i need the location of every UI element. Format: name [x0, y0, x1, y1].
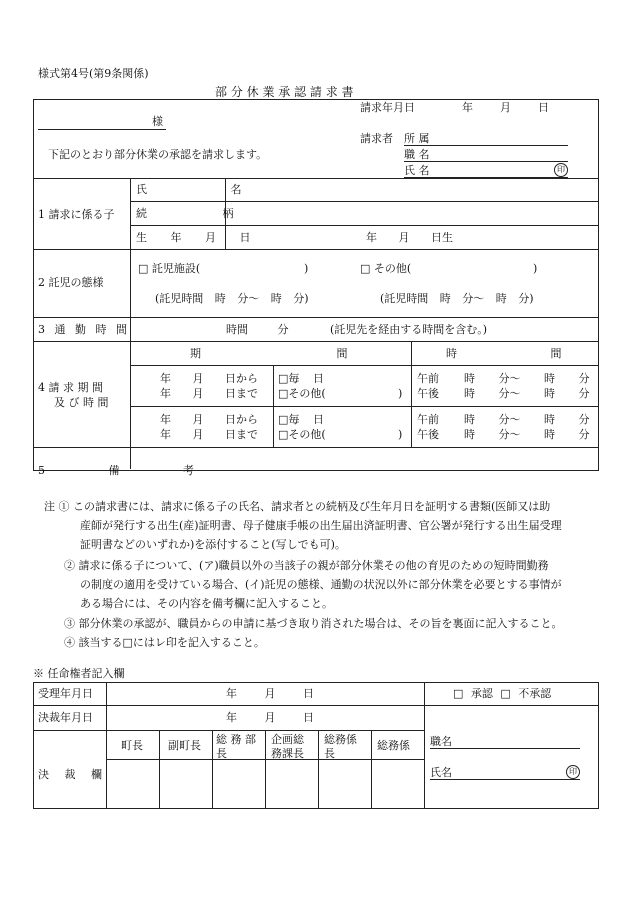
childcare-time-1: (託児時間 時 分〜 時 分) — [155, 292, 309, 305]
page-title: 部 分 休 業 承 認 請 求 書 — [215, 85, 354, 99]
period-a-to: 年 月 日まで — [160, 387, 258, 400]
note-2-line-2: の制度の適用を受けている場合、(イ)託児の態様、通勤の状況以外に部分休業を必要とする事情が — [80, 578, 562, 591]
decision-column-label: 決 裁 欄 — [38, 768, 102, 781]
period-b-other-option[interactable]: □その他( — [278, 428, 326, 441]
childcare-facility-option[interactable]: □ 託児施設( — [138, 262, 201, 275]
child-name-label: 氏 名 — [136, 183, 282, 196]
period-a-from: 年 月 日から — [160, 372, 258, 385]
period-b-paren-close: ) — [398, 428, 403, 441]
request-date-label: 請求年月日 — [360, 101, 415, 114]
note-1-line-2: 産師が発行する出生(産)証明書、母子健康手帳の出生届出済証明書、官公署が発行する出生届受理 — [80, 519, 562, 532]
appointer-table — [33, 682, 599, 809]
receipt-date-label: 受理年月日 — [38, 687, 93, 700]
date-day: 日 — [538, 101, 549, 114]
child-section-label: 1 請求に係る子 — [38, 208, 115, 221]
form-number: 様式第4号(第9条関係) — [38, 67, 149, 80]
requester-seal-icon: 印 — [554, 163, 568, 177]
child-relation-label: 続 柄 — [136, 207, 270, 220]
note-2-line-1: ② 請求に係る子について、(ア)職員以外の当該子の親が部分休業その他の育児のための短時間勤務 — [64, 559, 549, 572]
requester-name-label: 氏 名 — [404, 164, 430, 177]
period-b-am-time: 時 分〜 時 分 — [464, 413, 590, 426]
facility-paren-close: ) — [304, 262, 309, 275]
approver-title-line[interactable] — [430, 748, 580, 749]
col-deputy-mayor: 副町長 — [168, 739, 201, 752]
period-section-label-1: 4 請 求 期 間 — [38, 381, 103, 394]
job-title-label: 職 名 — [404, 148, 430, 161]
approver-name-label: 氏名 — [430, 766, 452, 779]
period-section-label-2: 及 び 時 間 — [54, 396, 109, 409]
approver-title-label: 職名 — [430, 735, 452, 748]
childcare-time-2: (託児時間 時 分〜 時 分) — [380, 292, 534, 305]
request-text: 下記のとおり部分休業の承認を請求します。 — [48, 148, 268, 161]
date-year: 年 — [462, 101, 473, 114]
receipt-date-value: 年 月 日 — [226, 687, 314, 700]
job-title-line[interactable] — [404, 161, 568, 162]
note-1-line-3: 証明書などのいずれか)を添付すること(写しでも可)。 — [80, 538, 346, 551]
appointer-heading: ※ 任命権者記入欄 — [33, 667, 125, 680]
approval-options[interactable]: □ 承認 □ 不承認 — [453, 687, 552, 700]
childcare-other-option[interactable]: □ その他( — [360, 262, 412, 275]
col-general-affairs-staff: 総務係 — [377, 739, 410, 752]
decision-date-label: 決裁年月日 — [38, 711, 93, 724]
childcare-section-label: 2 託児の態様 — [38, 276, 104, 289]
period-a-pm: 午後 — [417, 387, 439, 400]
time-header: 時 間 — [446, 347, 562, 360]
period-b-pm-time: 時 分〜 時 分 — [464, 428, 590, 441]
note-1-line-1: 注 ① この請求書には、請求に係る子の氏名、請求者との続柄及び生年月日を証明する書類(医師又は助 — [44, 500, 551, 513]
period-a-other-option[interactable]: □その他( — [278, 387, 326, 400]
note-2-line-3: ある場合には、その内容を備考欄に記入すること。 — [80, 597, 333, 610]
approver-name-line[interactable] — [430, 779, 580, 780]
note-4: ④ 該当する□にはレ印を記入すること。 — [64, 636, 265, 649]
child-birth-value: 年 月 日生 — [366, 231, 453, 244]
decision-date-value: 年 月 日 — [226, 711, 314, 724]
col-section-head: 総務係 長 — [324, 733, 357, 760]
period-header: 期 間 — [190, 347, 348, 360]
remarks-field[interactable] — [131, 448, 597, 468]
addressee-sama: 様 — [152, 115, 163, 128]
period-a-paren-close: ) — [398, 387, 403, 400]
approver-seal-icon: 印 — [566, 765, 580, 779]
period-a-pm-time: 時 分〜 時 分 — [464, 387, 590, 400]
period-a-am-time: 時 分〜 時 分 — [464, 372, 590, 385]
affiliation-line[interactable] — [404, 145, 568, 146]
other-paren-close: ) — [533, 262, 538, 275]
affiliation-label: 所 属 — [404, 132, 430, 145]
note-3: ③ 部分休業の承認が、職員からの申請に基づき取り消された場合は、その旨を裏面に記入すること。 — [64, 617, 563, 630]
period-a-daily-option[interactable]: □毎 日 — [278, 372, 324, 385]
period-a-am: 午前 — [417, 372, 439, 385]
period-b-am: 午前 — [417, 413, 439, 426]
period-b-pm: 午後 — [417, 428, 439, 441]
commute-note: (託児先を経由する時間を含む。) — [330, 323, 488, 336]
addressee-line — [38, 129, 166, 130]
col-planning-chief: 企画総 務課長 — [271, 733, 304, 760]
period-b-daily-option[interactable]: □毎 日 — [278, 413, 324, 426]
commute-time-value: 時間 分 — [226, 323, 289, 336]
period-b-from: 年 月 日から — [160, 413, 258, 426]
col-mayor: 町長 — [121, 739, 143, 752]
child-birth-label: 生 年 月 日 — [136, 231, 261, 244]
commute-section-label: 3 通 勤 時 間 — [38, 323, 130, 336]
col-general-affairs-director: 総 務 部 長 — [216, 733, 256, 760]
date-month: 月 — [500, 101, 511, 114]
period-b-to: 年 月 日まで — [160, 428, 258, 441]
remarks-label: 5 備 考 — [38, 464, 194, 477]
requester-label: 請求者 — [360, 132, 393, 145]
